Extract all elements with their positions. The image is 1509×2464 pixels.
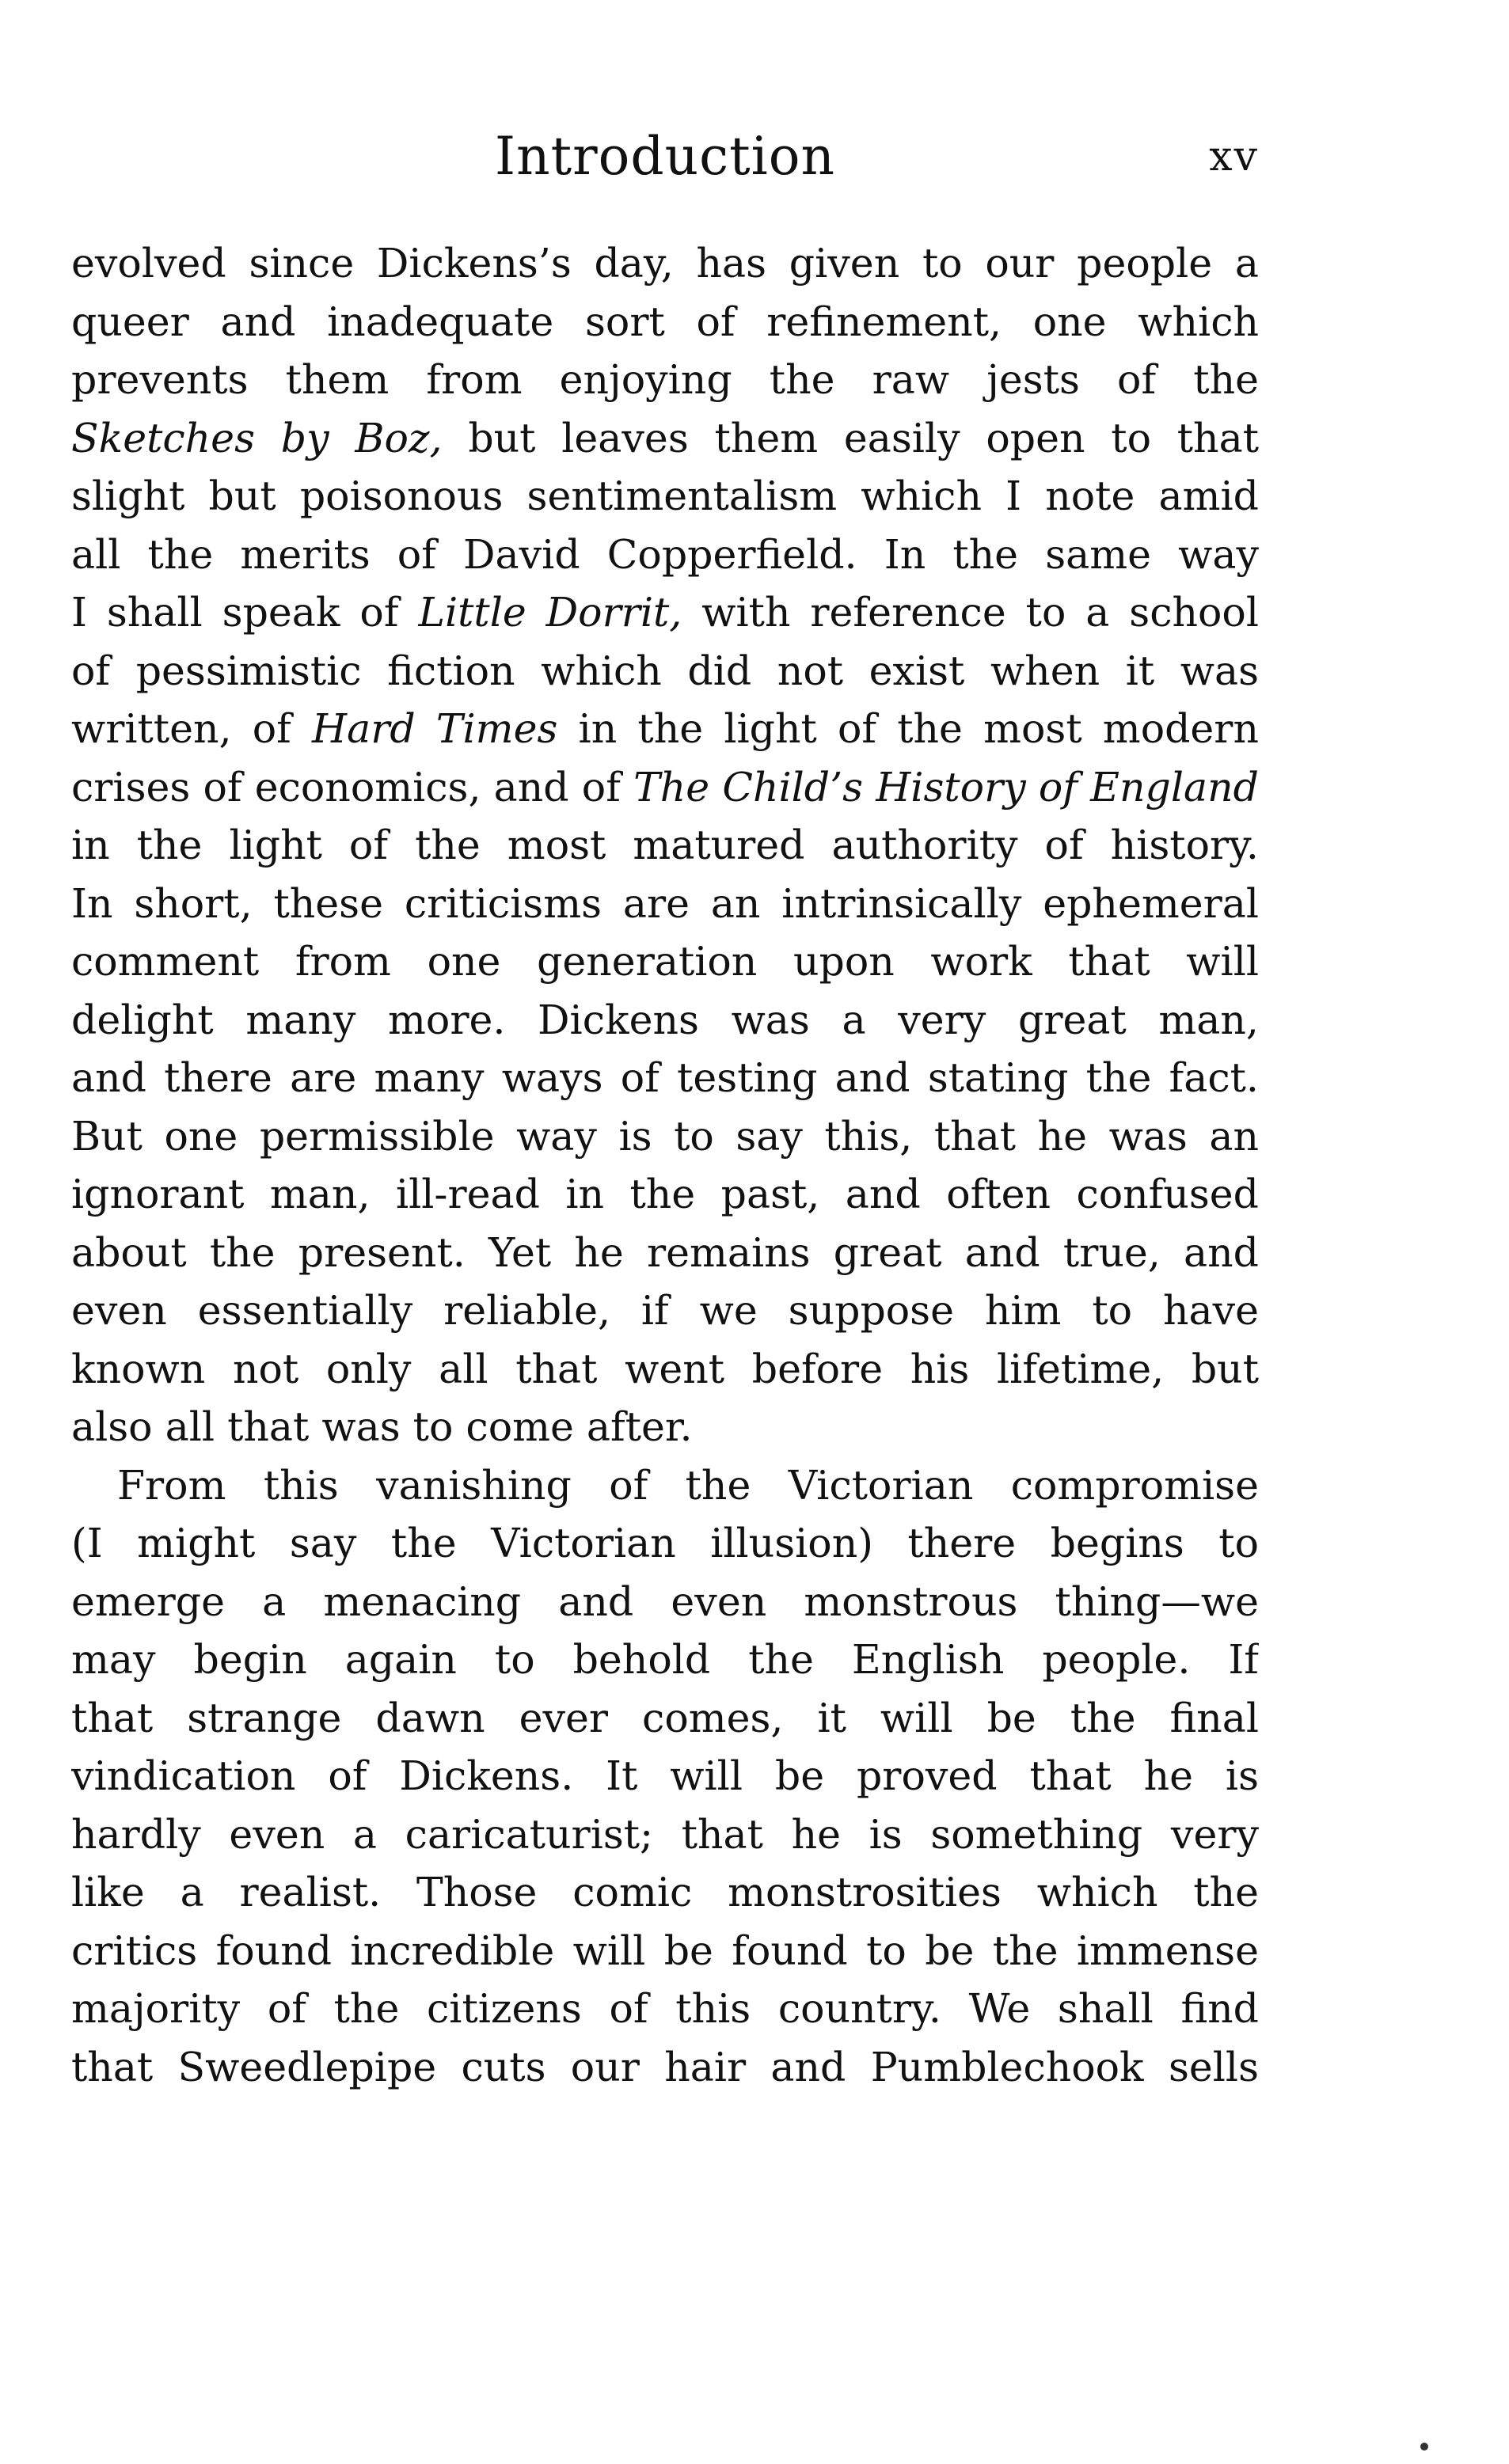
text-line <box>71 467 1259 526</box>
text-line <box>71 700 1259 758</box>
text-run: vindication of Dickens. It will be proved that he is <box>71 1752 1259 1799</box>
text-line <box>71 1689 1259 1748</box>
text-run: delight many more. Dickens was a very great man, <box>71 996 1259 1043</box>
text-run: I shall speak of <box>71 589 419 636</box>
text-run: comment from one generation upon work that will <box>71 938 1259 985</box>
text-line <box>71 1805 1259 1864</box>
italic-title-text: Hard Times <box>312 705 558 752</box>
text-line <box>71 1514 1259 1573</box>
text-line <box>71 932 1259 991</box>
text-line <box>71 1340 1259 1399</box>
text-line <box>71 1049 1259 1107</box>
text-run: in the light of the most matured authority of history. <box>71 822 1259 868</box>
text-run: like a realist. Those comic monstrosities which the <box>71 1869 1259 1915</box>
text-line <box>71 991 1259 1050</box>
running-title: Introduction <box>495 126 835 187</box>
text-run: From this vanishing of the Victorian compromise <box>117 1461 1259 1509</box>
body-text <box>71 234 1259 2096</box>
text-line <box>71 1573 1259 1631</box>
text-line <box>71 1281 1259 1340</box>
text-line <box>71 1747 1259 1805</box>
text-run: that strange dawn ever comes, it will be the final <box>71 1694 1259 1741</box>
text-run: may begin again to behold the English people. If <box>71 1636 1259 1683</box>
text-run: hardly even a caricaturist; that he is something very <box>71 1810 1259 1858</box>
page-number: xv <box>1209 133 1259 180</box>
text-run: crises of economics, and of <box>71 763 634 811</box>
text-line <box>71 1398 1259 1456</box>
text-run: but leaves them easily open to that <box>442 414 1259 461</box>
text-run: slight but poisonous sentimentalism which I note amid <box>71 473 1259 519</box>
text-line <box>71 583 1259 642</box>
text-run: But one permissible way is to say this, that he was an <box>71 1112 1259 1160</box>
text-run: In short, these criticisms are an intrinsically ephemeral <box>71 879 1259 927</box>
text-run: with reference to a school <box>682 589 1259 636</box>
text-run: written, of <box>71 705 313 752</box>
text-line <box>71 642 1259 700</box>
italic-title-text: The Child’s History of England <box>633 763 1259 811</box>
text-run: that Sweedlepipe cuts our hair and Pumblechook sells <box>71 2043 1259 2090</box>
text-run: about the present. Yet he remains great and true, and <box>71 1228 1259 1276</box>
text-run: majority of the citizens of this country. We shall find <box>71 1985 1259 2032</box>
text-run: emerge a menacing and even monstrous thing—we <box>71 1577 1259 1625</box>
text-run: even essentially reliable, if we suppose him to have <box>71 1287 1259 1334</box>
text-line <box>71 1456 1259 1515</box>
text-run: critics found incredible will be found to be the immense <box>71 1927 1259 1974</box>
text-line <box>71 875 1259 933</box>
text-line <box>71 1107 1259 1166</box>
text-run: of pessimistic fiction which did not exist when it was <box>71 647 1259 694</box>
running-head <box>71 117 1259 196</box>
text-line <box>71 351 1259 409</box>
text-run: and there are many ways of testing and stating the fact. <box>71 1054 1259 1101</box>
text-line <box>71 2038 1259 2097</box>
text-line <box>71 293 1259 351</box>
text-line <box>71 1165 1259 1224</box>
text-run: queer and inadequate sort of refinement, one which <box>71 298 1259 345</box>
text-line <box>71 1631 1259 1689</box>
print-speck <box>1420 2443 1428 2451</box>
text-line <box>71 1922 1259 1980</box>
text-run: all the merits of David Copperfield. In the same way <box>71 530 1259 578</box>
text-run: prevents them from enjoying the raw jests of the <box>71 356 1259 403</box>
text-run: also all that was to come after. <box>71 1403 693 1450</box>
italic-title-text: Sketches by Boz, <box>71 414 443 461</box>
text-line <box>71 1980 1259 2038</box>
text-run: in the light of the most modern <box>557 705 1259 752</box>
text-line <box>71 526 1259 584</box>
text-line <box>71 409 1259 468</box>
text-line <box>71 234 1259 293</box>
text-run: (I might say the Victorian illusion) there begins to <box>71 1520 1259 1566</box>
text-line <box>71 816 1259 875</box>
italic-title-text: Little Dorrit, <box>418 589 682 636</box>
text-line <box>71 1863 1259 1922</box>
text-line <box>71 1224 1259 1282</box>
text-run: evolved since Dickens’s day, has given to our people a <box>71 240 1259 287</box>
text-run: ignorant man, ill-read in the past, and often confused <box>71 1171 1259 1217</box>
text-line <box>71 758 1259 817</box>
text-run: known not only all that went before his lifetime, but <box>71 1345 1259 1392</box>
